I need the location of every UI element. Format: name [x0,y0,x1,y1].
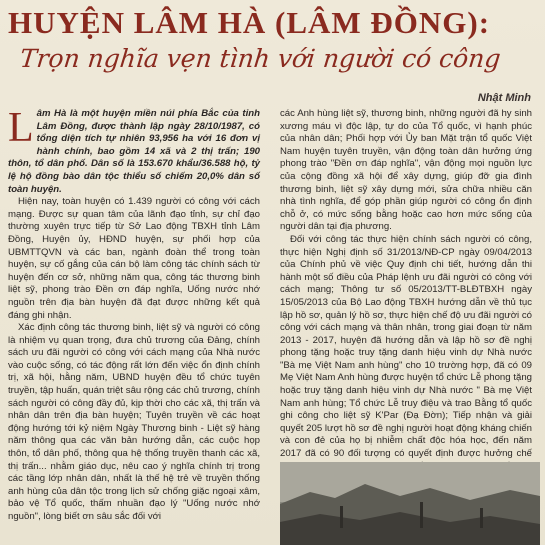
article-subtitle: Trọn nghĩa vẹn tình với người có công [18,44,502,73]
article-photo [280,462,540,545]
body-paragraph: Hiện nay, toàn huyện có 1.439 người có công với cách mạng. Được sự quan tâm của lãnh đạo tỉnh, sự chỉ đạo thường xuyên trực tiếp từ Sở Lao động TBXH tỉnh Lâm Đồng, Huyện ủy, HĐND huyện, sự phối hợp của UBMTTQVN và các ban, ngành đoàn thể trong toàn huyện, sự cố gắng của cán bộ làm công tác chính sách từ huyện đến cơ sở, những năm qua, công tác thương binh liệt sỹ, phong trào Đền ơn đáp nghĩa, Uống nước nhớ nguồn trên địa bàn huyện đã đạt được những kết quả đáng ghi nhận. [8,196,260,321]
photo-landscape-icon [280,462,540,545]
lead-paragraph [8,105,260,196]
lead-text: âm Hà là một huyện miền núi phía Bắc của tỉnh Lâm Đồng, được thành lập ngày 28/10/1987, có tổng diện tích tự nhiên 93,956 ha với 16 đơn vị hành chính, bao gồm 14 xã và 2 thị trấn; 190 thôn, tổ dân phố. Dân số là 153.670 khẩu/36.588 hộ, tỷ lệ hộ đồng bào dân tộc thiểu số chiếm 20,0% dân số toàn huyện. [8,108,260,195]
right-column [280,108,532,498]
article-headline: HUYỆN LÂM HÀ (LÂM ĐỒNG): [8,5,491,40]
body-paragraph: các Anh hùng liệt sỹ, thương binh, những người đã hy sinh xương máu vì độc lập, tự do của Tổ quốc, vì hạnh phúc của nhân dân; Phối hợp với Ủy ban Mặt trận tổ quốc Việt Nam huyện tuyên truyền, vận động toàn dân hưởng ứng phong trào "Đền ơn đáp nghĩa", vận động mọi nguồn lực của cộng đồng xã hội để xây dựng, giúp đỡ gia đình thương binh, liệt sỹ xây dựng mới, sửa chữa nhiều căn nhà tình nghĩa, để góp phần giúp người có công ổn định chỗ ở, có mức sống bằng hoặc cao hơn mức sống của người dân tại địa phương. [280,108,532,233]
body-paragraph: Xác định công tác thương binh, liệt sỹ và người có công là nhiệm vụ quan trọng, đưa chủ trương của Đảng, chính sách ưu đãi người có công với cách mạng của Nhà nước vào cuộc sống, có tác động rất lớn đến việc ổn định chính trị, xã hội, hằng năm, UBND huyện đều tổ chức tuyên truyền, tập huấn, quán triệt sâu rộng các chủ trương, chính sách người có công đầy đủ, kịp thời cho các xã, thị trấn và nhân dân trên địa bàn huyện; Tuyên truyền về các hoạt động hướng tới kỷ niệm Ngày Thương binh - Liệt sỹ hàng năm thông qua các văn bản hướng dẫn, các cuộc họp thôn, tổ dân phố, thông qua hệ thống truyền thanh các xã, thị trấn... nhằm giáo dục, nêu cao ý nghĩa chính trị trong các tầng lớp nhân dân, nhất là thế hệ trẻ về truyền thống anh hùng của dân tộc trong lịch sử chống giặc ngoại xâm, bảo vệ Tổ quốc, thấm nhuần đạo lý "Uống nước nhớ nguồn", lòng biết ơn sâu sắc đối với [8,322,260,522]
left-column [8,105,260,524]
drop-cap: L [8,105,34,151]
body-paragraph: Đối với công tác thực hiện chính sách người có công, thực hiện Nghị định số 31/2013/NĐ-CP ngày 09/04/2013 của Chính phủ về việc Quy định chi tiết, hướng dẫn thi hành một số điều của Pháp lệnh ưu đãi người có công với cách mạng; Thông tư số 05/2013/TT-BLĐTBXH ngày 15/05/2013 của Bộ Lao động TBXH hướng dẫn về thủ tục lập hồ sơ, quản lý hồ sơ, thực hiện chế độ ưu đãi người có công với cách mạng và thân nhân, trong giai đoạn từ năm 2013 - 2017, huyện đã hướng dẫn và lập hồ sơ đề nghị phong tặng hoặc truy tặng danh hiệu vinh dự Nhà nước "Bà mẹ Việt Nam anh hùng" cho 10 trường hợp, đã có 09 Mẹ Việt Nam Anh hùng được huyện tổ chức Lễ phong tặng hoặc truy tặng danh hiệu vinh dự Nhà nước " Bà mẹ Việt Nam anh hùng; Tổ chức Lễ truy điệu và trao Bằng tổ quốc ghi công cho liệt sỹ K'Par (Đạ Đờn); Tiếp nhận và giải quyết 205 lượt hồ sơ đề nghị người hoạt động kháng chiến và con đẻ của họ bị nhiễm chất độc hóa học, đến năm 2017 đã có 90 đối tượng có quyết định được hưởng chế [280,233,532,460]
article-author: Nhật Minh [477,92,531,104]
